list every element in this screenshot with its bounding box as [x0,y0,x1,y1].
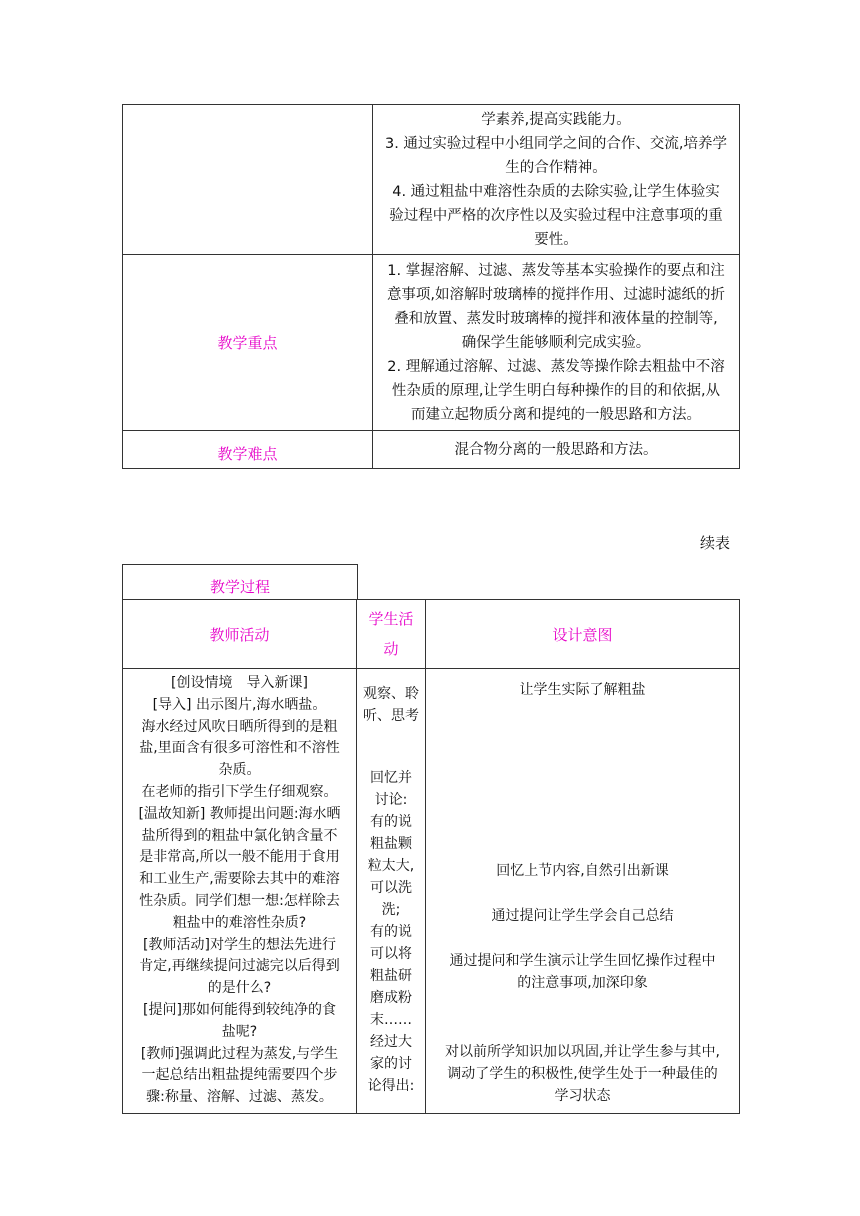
content-line: 而建立起物质分离和提纯的一般思路和方法。 [411,406,701,423]
student-line: 家的讨 [370,1056,412,1072]
student-line: 洗; [381,902,401,918]
difficulty-label: 教学难点 [123,431,373,469]
objectives-table [122,104,740,469]
table-row [123,105,740,255]
teacher-line: [教师活动]对学生的想法先进行 [143,936,336,953]
student-activity-header [357,600,426,669]
design-item: 对以前所学知识加以巩固,并让学生参与其中, [445,1044,720,1060]
teacher-line: 盐所得到的粗盐中氯化钠含量不 [141,827,338,844]
student-line: 粗盐颗 [370,836,412,852]
teacher-line: [提问]那如何能得到较纯净的食 [143,1001,336,1018]
student-line: 可以洗 [370,880,412,896]
student-line: 讨论: [374,792,408,808]
design-item: 回忆上节内容,自然引出新课 [496,863,669,879]
teacher-line: 盐,里面含有很多可溶性和不溶性 [139,740,340,757]
teacher-line: 粗盐中的难溶性杂质? [172,914,307,931]
content-line: 确保学生能够顺利完成实验。 [461,334,651,351]
student-line: 有的说 [370,924,412,940]
teacher-line: 一起总结出粗盐提纯需要四个步 [141,1067,338,1084]
student-line: 观察、聆 [363,686,419,702]
student-line: 末…… [370,1012,412,1028]
design-item: 的注意事项,加深印象 [517,975,648,991]
teacher-line: [温故知新] 教师提出问题:海水晒 [138,805,341,822]
student-activity-cell [357,669,426,1114]
design-intent-header: 设计意图 [426,600,740,669]
design-item: 让学生实际了解粗盐 [519,682,646,698]
key-points-content [373,255,740,431]
teacher-line: [创设情境 导入新课] [171,675,308,691]
row1-label-cell [123,105,373,255]
teacher-activity-header: 教师活动 [123,600,357,669]
student-line: 粒太大, [367,858,415,874]
teacher-line: 和工业生产,需要除去其中的难溶 [139,871,340,888]
content-line: 性杂质的原理,让学生明白每种操作的目的和依据,从 [391,382,721,399]
content-line: 叠和放置、蒸发时玻璃棒的搅拌和液体量的控制等, [394,310,718,327]
content-line: 3. 通过实验过程中小组同学之间的合作、交流,培养学 [384,135,728,152]
process-header-table [122,564,358,600]
difficulty-content: 混合物分离的一般思路和方法。 [373,431,740,469]
content-line: 2. 理解通过溶解、过滤、蒸发等操作除去粗盐中不溶 [387,358,725,375]
teacher-line: 肯定,再继续提问过滤完以后得到 [139,958,340,975]
student-line: 论得出: [367,1078,415,1094]
teacher-line: 是非常高,所以一般不能用于食用 [139,849,340,866]
teacher-line: [教师]强调此过程为蒸发,与学生 [140,1045,339,1062]
table-row [123,431,740,469]
design-item: 通过提问和学生演示让学生回忆操作过程中 [449,953,716,969]
student-line: 可以将 [370,946,412,962]
teacher-line: 的是什么? [207,980,272,997]
teacher-line: 在老师的指引下学生仔细观察。 [141,783,338,800]
student-header-line: 学生活 [368,610,414,628]
teacher-line: 盐呢? [221,1023,258,1040]
row1-content-cell [373,105,740,255]
content-line: 生的合作精神。 [505,159,607,176]
student-line: 磨成粉 [370,990,412,1006]
student-line: 经过大 [370,1034,412,1050]
key-points-label: 教学重点 [123,255,373,431]
teacher-line: 性杂质。同学们想一想:怎样除去 [139,892,340,909]
content-line: 学素养,提高实践能力。 [481,111,631,128]
teacher-line: 骤:称量、溶解、过滤、蒸发。 [146,1089,333,1106]
student-line: 听、思考 [363,708,419,724]
teacher-line: 海水经过风吹日晒所得到的是粗 [141,718,338,735]
table-row [123,600,740,669]
process-table [122,599,740,1114]
student-header-line: 动 [383,640,399,658]
teacher-line: [导入] 出示图片,海水晒盐。 [152,696,327,713]
student-line: 粗盐研 [370,968,412,984]
student-line: 回忆并 [370,770,412,786]
student-line: 有的说 [370,814,412,830]
content-line: 1. 掌握溶解、过滤、蒸发等基本实验操作的要点和注 [387,262,725,279]
content-line: 4. 通过粗盐中难溶性杂质的去除实验,让学生体验实 [392,183,720,200]
teacher-line: 杂质。 [218,762,261,779]
table-row [123,669,740,1114]
table-row [123,255,740,431]
content-line: 要性。 [534,231,578,248]
design-item: 通过提问让学生学会自己总结 [491,908,674,924]
teaching-process-label: 教学过程 [123,565,358,600]
design-item: 学习状态 [554,1088,611,1104]
teacher-activity-cell [123,669,357,1114]
design-item: 调动了学生的积极性,使学生处于一种最佳的 [447,1066,718,1082]
content-line: 意事项,如溶解时玻璃棒的搅拌作用、过滤时滤纸的折 [386,286,726,303]
design-intent-cell [426,669,740,1114]
content-line: 验过程中严格的次序性以及实验过程中注意事项的重 [389,207,723,224]
continued-label: 续表 [700,534,731,552]
